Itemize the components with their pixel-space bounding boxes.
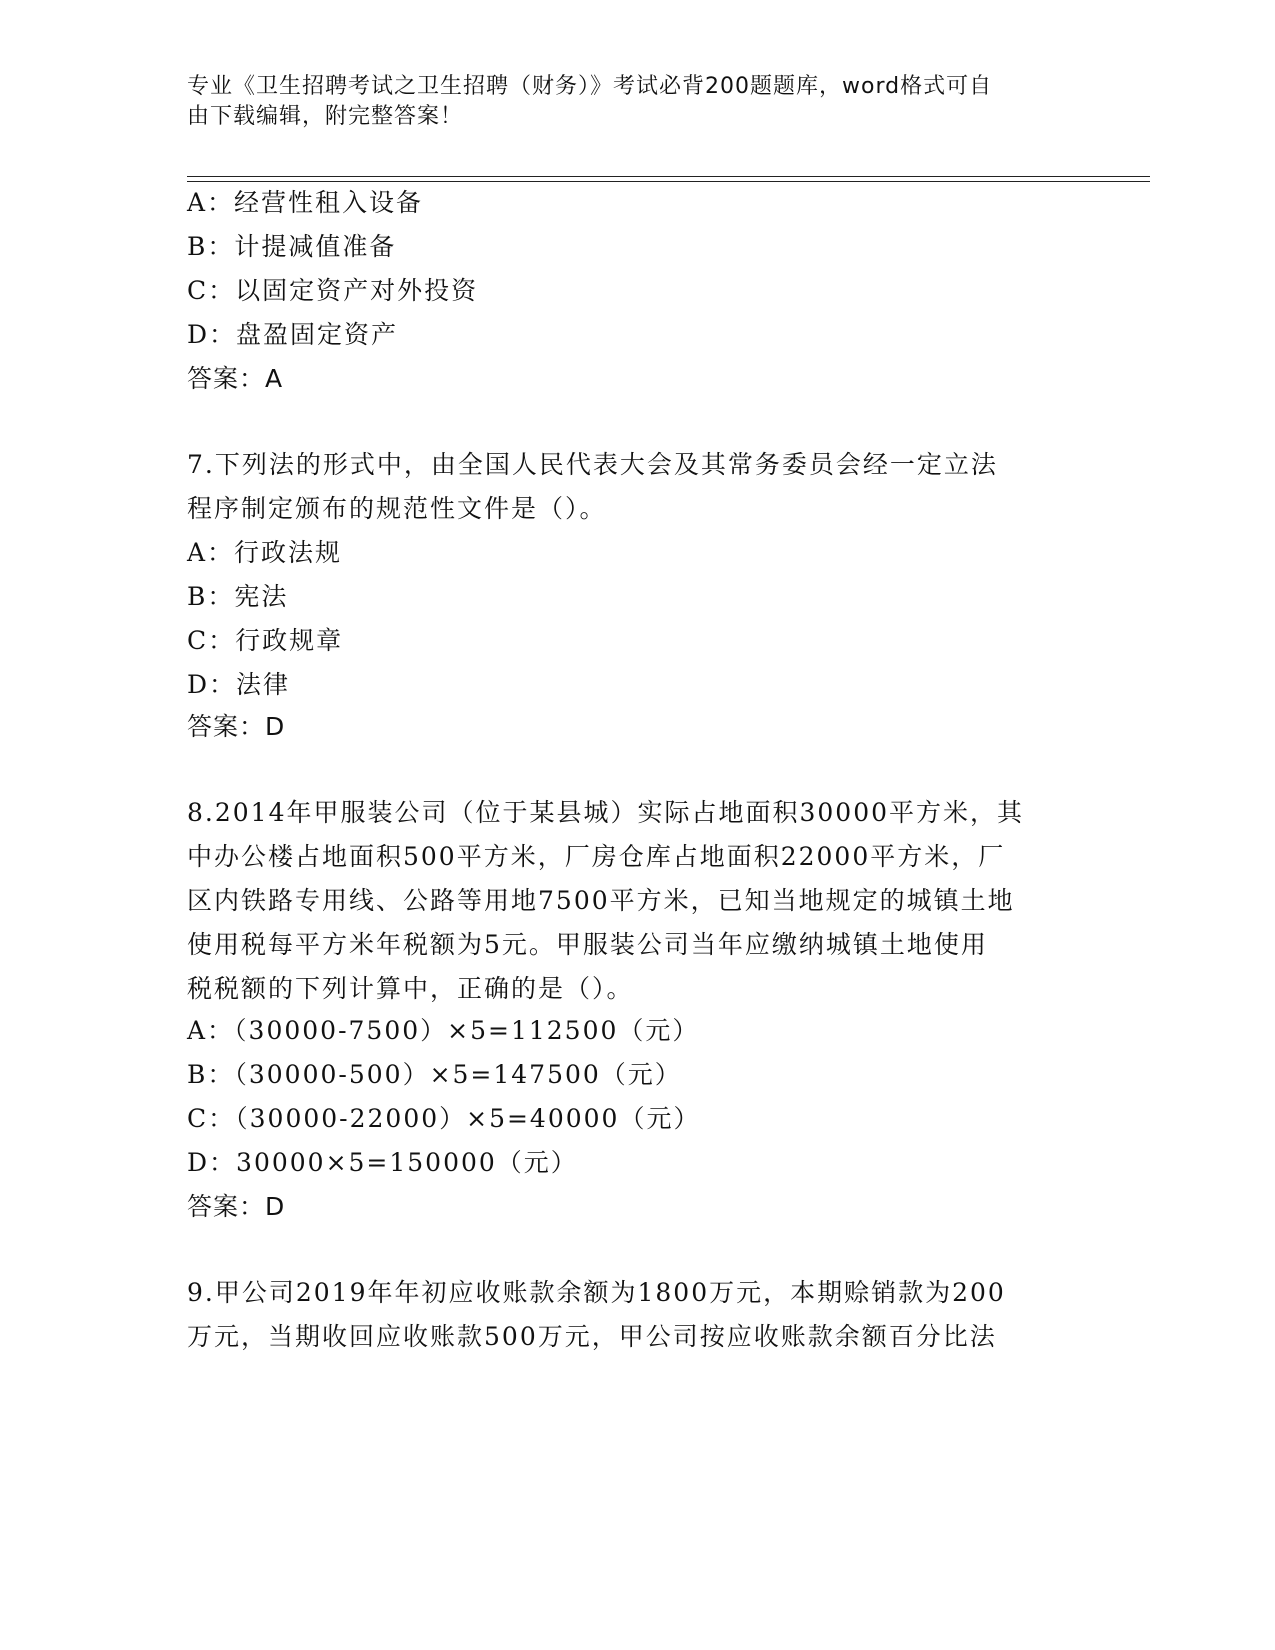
header-line-1: 专业《卫生招聘考试之卫生招聘（财务）》考试必背200题题库，word格式可自 xyxy=(187,74,993,99)
q7-stem-line-2: 程序制定颁布的规范性文件是（）。 xyxy=(187,494,607,523)
q9-stem-line-2: 万元，当期收回应收账款500万元，甲公司按应收账款余额百分比法 xyxy=(187,1322,997,1351)
q8-option-c: C：（30000-22000）×5=40000（元） xyxy=(187,1104,701,1133)
q6-option-b: B：计提减值准备 xyxy=(187,232,397,261)
q9-stem-line-1: 9.甲公司2019年年初应收账款余额为1800万元，本期赊销款为200 xyxy=(187,1278,1006,1307)
q7-option-c: C：行政规章 xyxy=(187,626,344,655)
q6-option-a: A：经营性租入设备 xyxy=(187,188,424,217)
q8-option-b: B：（30000-500）×5=147500（元） xyxy=(187,1060,682,1089)
header-rule-bottom xyxy=(187,181,1150,182)
document-header xyxy=(187,72,1067,132)
header-rule-top xyxy=(187,176,1150,177)
q7-option-a: A：行政法规 xyxy=(187,538,343,567)
q8-stem-line-3: 区内铁路专用线、公路等用地7500平方米，已知当地规定的城镇土地 xyxy=(187,886,1015,915)
header-line-2: 由下载编辑，附完整答案！ xyxy=(187,104,464,129)
q8-stem-line-2: 中办公楼占地面积500平方米，厂房仓库占地面积22000平方米，厂 xyxy=(187,842,1006,871)
q8-answer: 答案：D xyxy=(187,1192,286,1221)
q7-option-b: B：宪法 xyxy=(187,582,289,611)
q8-stem-line-4: 使用税每平方米年税额为5元。甲服装公司当年应缴纳城镇土地使用 xyxy=(187,930,988,959)
q7-option-d: D：法律 xyxy=(187,670,291,699)
q6-answer: 答案：A xyxy=(187,364,284,393)
q6-option-d: D：盘盈固定资产 xyxy=(187,320,399,349)
q8-stem-line-1: 8.2014年甲服装公司（位于某县城）实际占地面积30000平方米，其 xyxy=(187,798,1025,827)
q8-option-d: D：30000×5=150000（元） xyxy=(187,1148,578,1177)
q8-stem-line-5: 税税额的下列计算中，正确的是（）。 xyxy=(187,974,634,1003)
q7-stem-line-1: 7.下列法的形式中，由全国人民代表大会及其常务委员会经一定立法 xyxy=(187,450,998,479)
q6-option-c: C：以固定资产对外投资 xyxy=(187,276,479,305)
q7-answer: 答案：D xyxy=(187,712,286,741)
q8-option-a: A：（30000-7500）×5=112500（元） xyxy=(187,1016,700,1045)
